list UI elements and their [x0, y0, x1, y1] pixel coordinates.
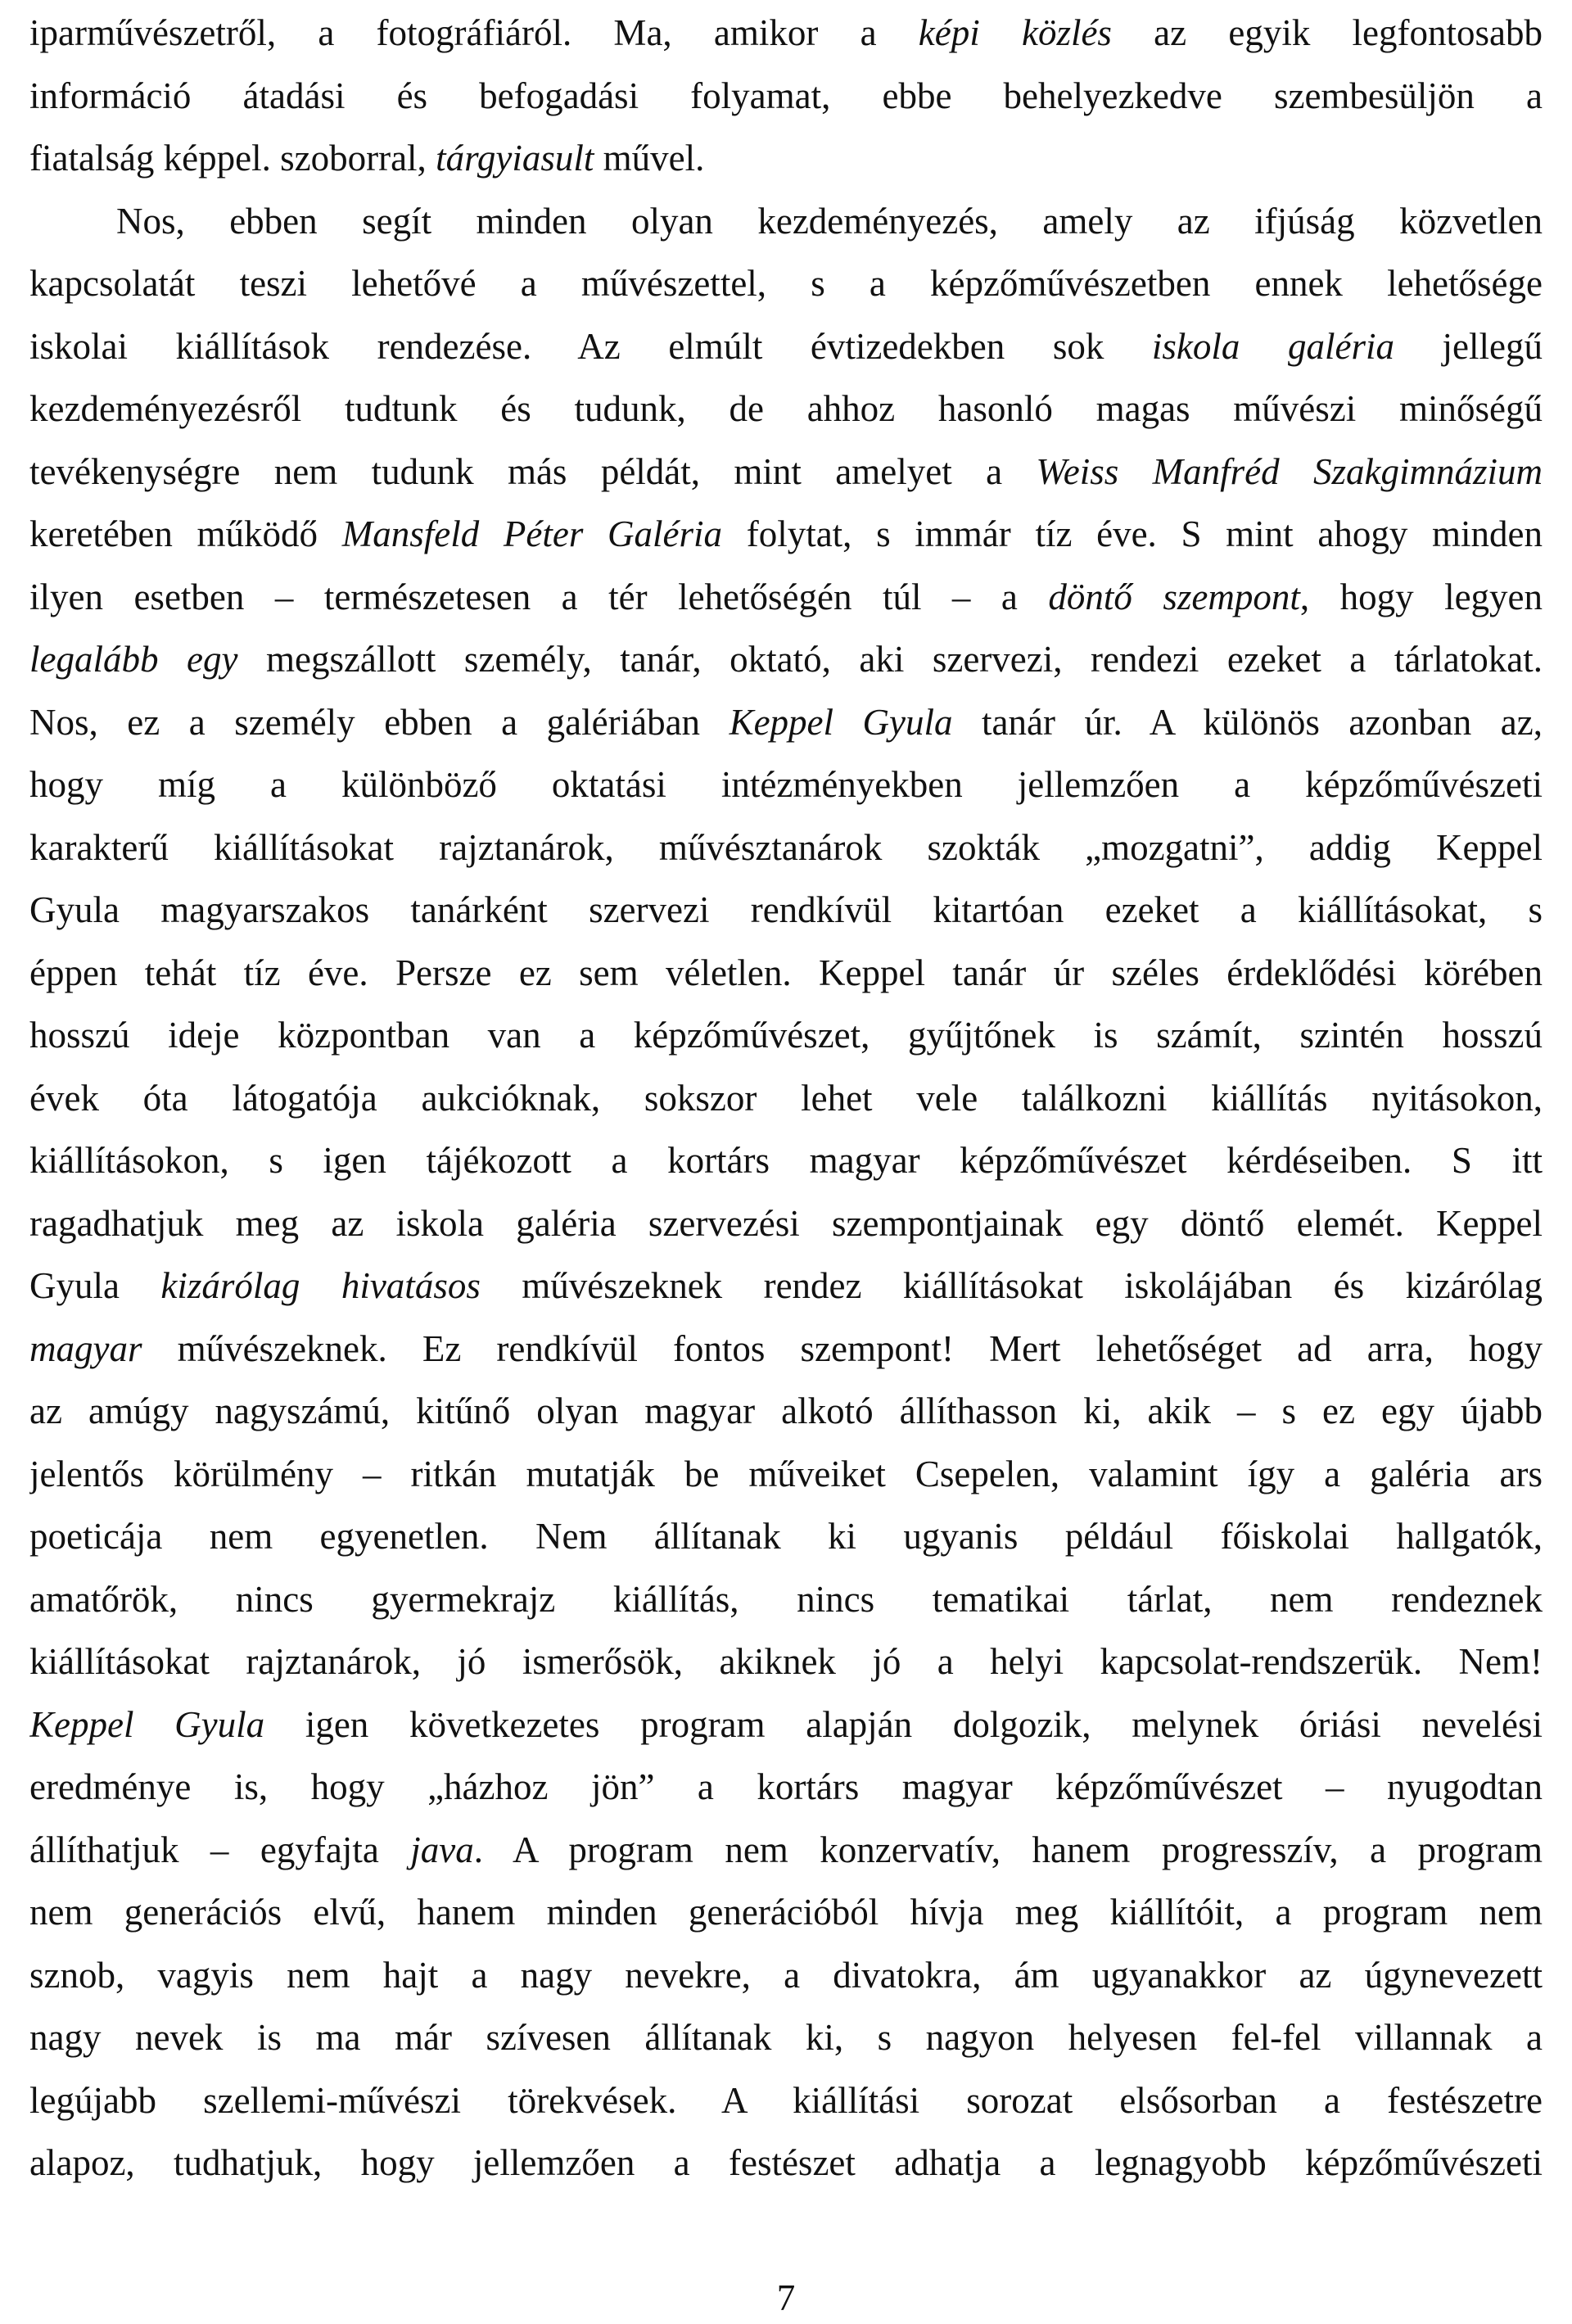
text-run: sznob, vagyis nem hajt a nagy nevekre, a divatokra, ám ugyanakkor az úgynevezett [29, 1954, 1543, 1996]
text-line [29, 1568, 1543, 1631]
text-line [29, 1318, 1543, 1381]
text-run: információ átadási és befogadási folyamat, ebbe behelyezkedve szembesüljön a [29, 75, 1543, 116]
emphasized-text: legalább egy [29, 639, 238, 680]
emphasized-text: magyar [29, 1327, 142, 1369]
text-run: ragadhatjuk meg az iskola galéria szervezési szempontjainak egy döntő elemét. Keppel [29, 1202, 1543, 1244]
text-line [29, 315, 1543, 378]
text-run: , hogy legyen [1299, 576, 1543, 617]
text-run: megszállott személy, tanár, oktató, aki szervezi, rendezi ezeket a tárlatokat. [237, 639, 1543, 680]
text-line [29, 566, 1543, 629]
text-run: művel. [594, 138, 705, 179]
text-run: kezdeményezésről tudtunk és tudunk, de ahhoz hasonló magas művészi minőségű [29, 388, 1543, 429]
text-run: amatőrök, nincs gyermekrajz kiállítás, nincs tematikai tárlat, nem rendeznek [29, 1578, 1543, 1620]
emphasized-text: tárgyiasult [436, 138, 594, 179]
text-line [29, 1192, 1543, 1255]
text-run: hosszú ideje központban van a képzőművészet, gyűjtőnek is számít, szintén hosszú [29, 1015, 1543, 1056]
emphasized-text: Mansfeld Péter Galéria [341, 513, 723, 554]
text-run: ilyen esetben – természetesen a tér lehetőségén túl – a [29, 576, 1049, 617]
text-run: az egyik legfontosabb [1111, 12, 1543, 53]
text-run: évek óta látogatója aukcióknak, sokszor lehet vele találkozni kiállítás nyitásokon, [29, 1077, 1543, 1119]
text-run: poeticája nem egyenetlen. Nem állítanak ki ugyanis például főiskolai hallgatók, [29, 1516, 1543, 1557]
emphasized-text: Keppel Gyula [729, 701, 953, 743]
text-run: állíthatjuk – egyfajta [29, 1829, 411, 1870]
text-run: az amúgy nagyszámú, kitűnő olyan magyar alkotó állíthasson ki, akik – s ez egy újabb [29, 1390, 1543, 1431]
text-run: kiállításokon, s igen tájékozott a kortárs magyar képzőművészet kérdéseiben. S itt [29, 1140, 1543, 1181]
text-line [29, 1004, 1543, 1067]
text-line [29, 503, 1543, 566]
text-line [29, 378, 1543, 441]
text-run: eredménye is, hogy „házhoz jön” a kortárs magyar képzőművészet – nyugodtan [29, 1766, 1543, 1807]
text-line [29, 816, 1543, 879]
text-run: hogy míg a különböző oktatási intézményekben jellemzően a képzőművészeti [29, 764, 1543, 805]
text-run: fiatalság képpel. szoborral, [29, 138, 436, 179]
text-run: keretében működő [29, 513, 342, 554]
text-line [29, 1881, 1543, 1944]
text-run: karakterű kiállításokat rajztanárok, művésztanárok szokták „mozgatni”, addig Keppel [29, 826, 1543, 868]
text-line [29, 753, 1543, 816]
text-line [29, 1505, 1543, 1568]
page-number: 7 [776, 2277, 796, 2318]
text-run: iskolai kiállítások rendezése. Az elmúlt évtizedekben sok [29, 325, 1152, 367]
text-line [29, 65, 1543, 128]
text-run: művészeknek rendez kiállításokat iskolájában és kizárólag [480, 1265, 1543, 1306]
text-line [29, 1756, 1543, 1819]
text-line [29, 1255, 1543, 1318]
text-line [29, 942, 1543, 1005]
text-line [29, 691, 1543, 754]
text-run: éppen tehát tíz éve. Persze ez sem véletlen. Keppel tanár úr széles érdeklődési körében [29, 952, 1543, 993]
text-line [29, 628, 1543, 691]
text-run: tevékenységre nem tudunk más példát, mint amelyet a [29, 450, 1037, 492]
text-run: tanár úr. A különös azonban az, [952, 701, 1543, 743]
text-run: kiállításokat rajztanárok, jó ismerősök, akiknek jó a helyi kapcsolat-rendszerük. Nem! [29, 1641, 1543, 1682]
text-run: nem generációs elvű, hanem minden generációból hívja meg kiállítóit, a program nem [29, 1892, 1543, 1933]
text-line [29, 1443, 1543, 1506]
text-line [29, 127, 1543, 190]
text-run: nagy nevek is ma már szívesen állítanak ki, s nagyon helyesen fel-fel villannak a [29, 2017, 1543, 2058]
text-line [29, 1129, 1543, 1192]
text-line [29, 2, 1543, 65]
text-line [29, 441, 1543, 504]
text-run: igen következetes program alapján dolgozik, melynek óriási nevelési [264, 1703, 1543, 1745]
text-run: folytat, s immár tíz éve. S mint ahogy minden [722, 513, 1543, 554]
text-line [29, 1380, 1543, 1443]
text-line [29, 879, 1543, 942]
text-run: Gyula magyarszakos tanárként szervezi rendkívül kitartóan ezeket a kiállításokat, s [29, 889, 1543, 930]
text-run: legújabb szellemi-művészi törekvések. A kiállítási sorozat elsősorban a festészetre [29, 2079, 1543, 2121]
text-line [29, 1693, 1543, 1757]
emphasized-text: döntő szempont [1048, 576, 1300, 617]
text-line [29, 1067, 1543, 1130]
emphasized-text: Weiss Manfréd Szakgimnázium [1036, 450, 1543, 492]
text-run: iparművészetről, a fotográfiáról. Ma, amikor a [29, 12, 919, 53]
emphasized-text: java [410, 1829, 474, 1870]
text-run: jellegű [1394, 325, 1543, 367]
text-line [29, 2069, 1543, 2132]
text-run: . A program nem konzervatív, hanem progresszív, a program [473, 1829, 1543, 1870]
emphasized-text: kizárólag hivatásos [160, 1265, 481, 1306]
text-line [29, 2006, 1543, 2069]
text-run: Nos, ebben segít minden olyan kezdeményezés, amely az ifjúság közvetlen [116, 200, 1543, 242]
text-run: kapcsolatát teszi lehetővé a művészettel, s a képzőművészetben ennek lehetősége [29, 263, 1543, 304]
emphasized-text: képi közlés [918, 12, 1112, 53]
text-run: jelentős körülmény – ritkán mutatják be műveiket Csepelen, valamint így a galéria ars [29, 1453, 1543, 1494]
text-line [29, 2132, 1543, 2195]
text-run: Gyula [29, 1265, 161, 1306]
body-text [29, 2, 1543, 2195]
text-line [29, 1819, 1543, 1882]
text-line [29, 190, 1543, 253]
text-run: művészeknek. Ez rendkívül fontos szempont! Mert lehetőséget ad arra, hogy [142, 1327, 1543, 1369]
text-line [29, 1944, 1543, 2007]
text-run: alapoz, tudhatjuk, hogy jellemzően a festészet adhatja a legnagyobb képzőművészeti [29, 2142, 1543, 2183]
emphasized-text: Keppel Gyula [29, 1703, 265, 1745]
text-line [29, 1630, 1543, 1693]
text-line [29, 252, 1543, 315]
text-run: Nos, ez a személy ebben a galériában [29, 701, 730, 743]
emphasized-text: iskola galéria [1151, 325, 1394, 367]
